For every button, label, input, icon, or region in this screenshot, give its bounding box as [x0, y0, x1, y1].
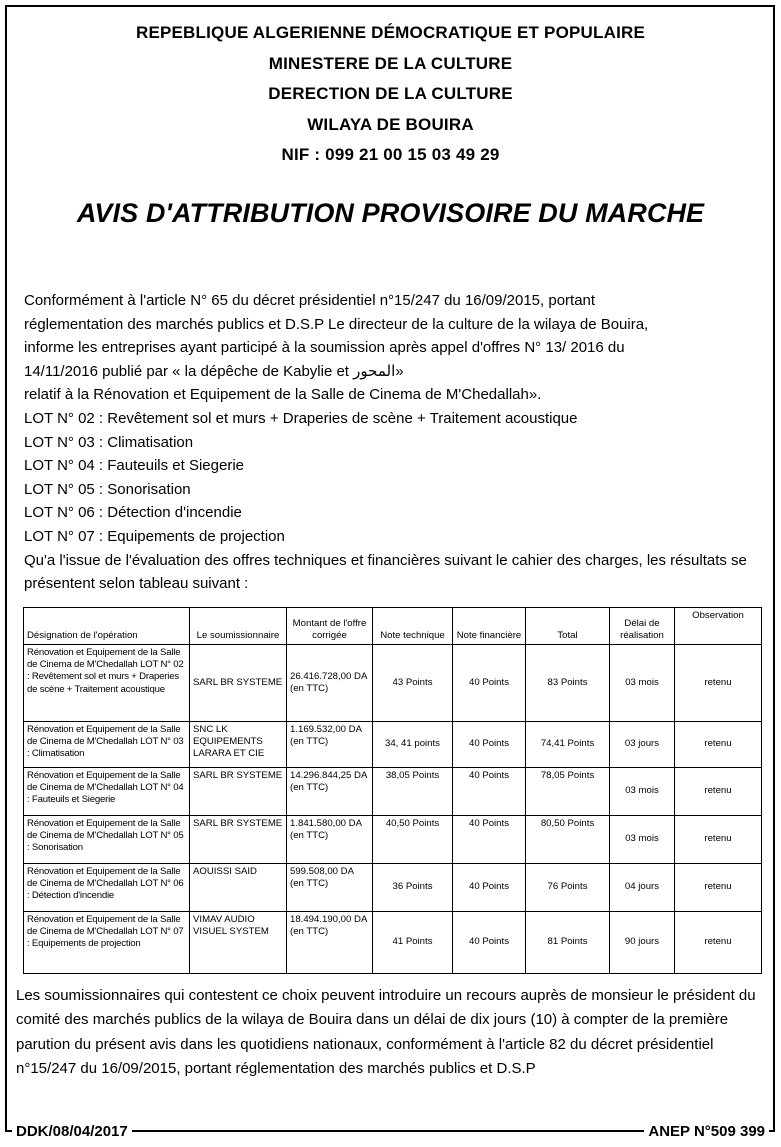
table-header-row	[24, 608, 762, 645]
header-wilaya: WILAYA DE BOUIRA	[307, 114, 474, 134]
cell-montant: 1.841.580,00 DA (en TTC)	[287, 816, 373, 864]
cell-soumissionnaire: SNC LK EQUIPEMENTS LARARA ET CIE	[190, 722, 287, 768]
cell-note-technique: 36 Points	[373, 864, 453, 912]
cell-note-financiere: 40 Points	[453, 864, 526, 912]
cell-operation: Rénovation et Equipement de la Salle de Cinema de M'Chedallah LOT N° 03 : Climatisation	[24, 722, 190, 768]
cell-note-technique: 34, 41 points	[373, 722, 453, 768]
intro-line: relatif à la Rénovation et Equipement de la Salle de Cinema de M'Chedallah».	[24, 386, 542, 404]
col-header-operation: Désignation de l'opération	[24, 608, 190, 645]
header-direction: DERECTION DE LA CULTURE	[268, 84, 513, 103]
cell-soumissionnaire: AOUISSI SAID	[190, 864, 287, 912]
lot-line: LOT N° 04 : Fauteuils et Siegerie	[24, 457, 244, 475]
intro-line: informe les entreprises ayant participé à la soumission après appel d'offres N° 13/ 2016 du	[24, 339, 625, 357]
cell-note-technique: 40,50 Points	[373, 816, 453, 864]
col-header-soumissionnaire: Le soumissionnaire	[190, 608, 287, 645]
lot-line: LOT N° 03 : Climatisation	[24, 433, 194, 451]
cell-montant: 18.494.190,00 DA (en TTC)	[287, 912, 373, 974]
table-row	[24, 864, 762, 912]
intro-line: Conformément à l'article N° 65 du décret présidentiel n°15/247 du 16/09/2015, portant	[24, 292, 596, 309]
cell-total: 80,50 Points	[526, 816, 610, 864]
cell-observation: retenu	[675, 645, 762, 722]
cell-note-technique: 38,05 Points	[373, 768, 453, 816]
cell-operation: Rénovation et Equipement de la Salle de Cinema de M'Chedallah LOT N° 02 : Revêtement sol et murs + Draperies de scène + Traitement acoustique	[24, 645, 190, 722]
cell-montant: 599.508,00 DA (en TTC)	[287, 864, 373, 912]
cell-observation: retenu	[675, 722, 762, 768]
intro-line: réglementation des marchés publics et D.S.P Le directeur de la culture de la wilaya de Bouira,	[24, 315, 649, 333]
cell-delai: 03 mois	[610, 816, 675, 864]
col-header-note-financiere: Note financière	[453, 608, 526, 645]
cell-soumissionnaire: SARL BR SYSTEME	[190, 816, 287, 864]
cell-montant: 14.296.844,25 DA (en TTC)	[287, 768, 373, 816]
col-header-montant: Montant de l'offre corrigée	[287, 608, 373, 645]
col-header-delai: Délai de réalisation	[610, 608, 675, 645]
cell-observation: retenu	[675, 816, 762, 864]
cell-montant: 26.416.728,00 DA (en TTC)	[287, 645, 373, 722]
cell-note-financiere: 40 Points	[453, 768, 526, 816]
table-row	[24, 816, 762, 864]
header-ministry: MINESTERE DE LA CULTURE	[268, 53, 513, 73]
cell-soumissionnaire: SARL BR SYSTEME	[190, 768, 287, 816]
cell-delai: 04 jours	[610, 864, 675, 912]
cell-operation: Rénovation et Equipement de la Salle de Cinema de M'Chedallah LOT N° 06 : Détection d'incendie	[24, 864, 190, 912]
anep-reference: ANEP N°509 399	[644, 1123, 769, 1140]
cell-operation: Rénovation et Equipement de la Salle de Cinema de M'Chedallah LOT N° 04 : Fauteuils et Siegerie	[24, 768, 190, 816]
cell-note-financiere: 40 Points	[453, 645, 526, 722]
cell-montant: 1.169.532,00 DA (en TTC)	[287, 722, 373, 768]
cell-total: 76 Points	[526, 864, 610, 912]
header-nif: NIF : 099 21 00 15 03 49 29	[281, 145, 500, 164]
results-table	[23, 607, 762, 974]
closing-paragraph: Les soumissionnaires qui contestent ce choix peuvent introduire un recours auprès de monsieur le président du comité des marchés publics de la wilaya de Bouira dans un délai de dix jours (10) à compter de la première parution du présent avis dans les quotidiens nationaux, conformément à l'article 82 du décret présidentiel n°15/247 du 16/09/2015, portant réglementation des marchés publics et D.S.P	[16, 987, 756, 1077]
table-row	[24, 768, 762, 816]
lot-line: LOT N° 02 : Revêtement sol et murs + Draperies de scène + Traitement acoustique	[24, 409, 578, 427]
cell-note-financiere: 40 Points	[453, 816, 526, 864]
cell-observation: retenu	[675, 912, 762, 974]
cell-note-financiere: 40 Points	[453, 722, 526, 768]
cell-note-technique: 41 Points	[373, 912, 453, 974]
col-header-total: Total	[526, 608, 610, 645]
col-header-note-technique: Note technique	[373, 608, 453, 645]
table-row	[24, 645, 762, 722]
table-row	[24, 912, 762, 974]
lot-line: LOT N° 07 : Equipements de projection	[24, 527, 285, 545]
lot-line: LOT N° 05 : Sonorisation	[24, 480, 191, 498]
notice-title: AVIS D'ATTRIBUTION PROVISOIRE DU MARCHE	[76, 198, 705, 228]
cell-delai: 90 jours	[610, 912, 675, 974]
cell-total: 78,05 Points	[526, 768, 610, 816]
header-republic: REPEBLIQUE ALGERIENNE DÉMOCRATIQUE ET POPULAIRE	[135, 23, 646, 42]
publication-reference: DDK/08/04/2017	[12, 1123, 132, 1140]
intro-line: Qu'a l'issue de l'évaluation des offres techniques et financières suivant le cahier des charges, les résultats se présentent selon tableau suivant :	[24, 551, 747, 593]
cell-operation: Rénovation et Equipement de la Salle de Cinema de M'Chedallah LOT N° 05 : Sonorisation	[24, 816, 190, 864]
cell-delai: 03 jours	[610, 722, 675, 768]
lot-line: LOT N° 06 : Détection d'incendie	[24, 504, 242, 522]
col-header-observation: Observation	[675, 608, 762, 645]
intro-paragraph	[24, 289, 759, 596]
cell-total: 83 Points	[526, 645, 610, 722]
cell-delai: 03 mois	[610, 768, 675, 816]
cell-delai: 03 mois	[610, 645, 675, 722]
cell-soumissionnaire: SARL BR SYSTEME	[190, 645, 287, 722]
table-row	[24, 722, 762, 768]
cell-operation: Rénovation et Equipement de la Salle de Cinema de M'Chedallah LOT N° 07 : Equipements de projection	[24, 912, 190, 974]
cell-note-technique: 43 Points	[373, 645, 453, 722]
cell-observation: retenu	[675, 768, 762, 816]
intro-line: 14/11/2016 publié par « la dépêche de Kabylie et المحور»	[24, 362, 404, 380]
cell-soumissionnaire: VIMAV AUDIO VISUEL SYSTEM	[190, 912, 287, 974]
letterhead	[0, 18, 781, 171]
cell-note-financiere: 40 Points	[453, 912, 526, 974]
cell-observation: retenu	[675, 864, 762, 912]
cell-total: 74,41 Points	[526, 722, 610, 768]
cell-total: 81 Points	[526, 912, 610, 974]
